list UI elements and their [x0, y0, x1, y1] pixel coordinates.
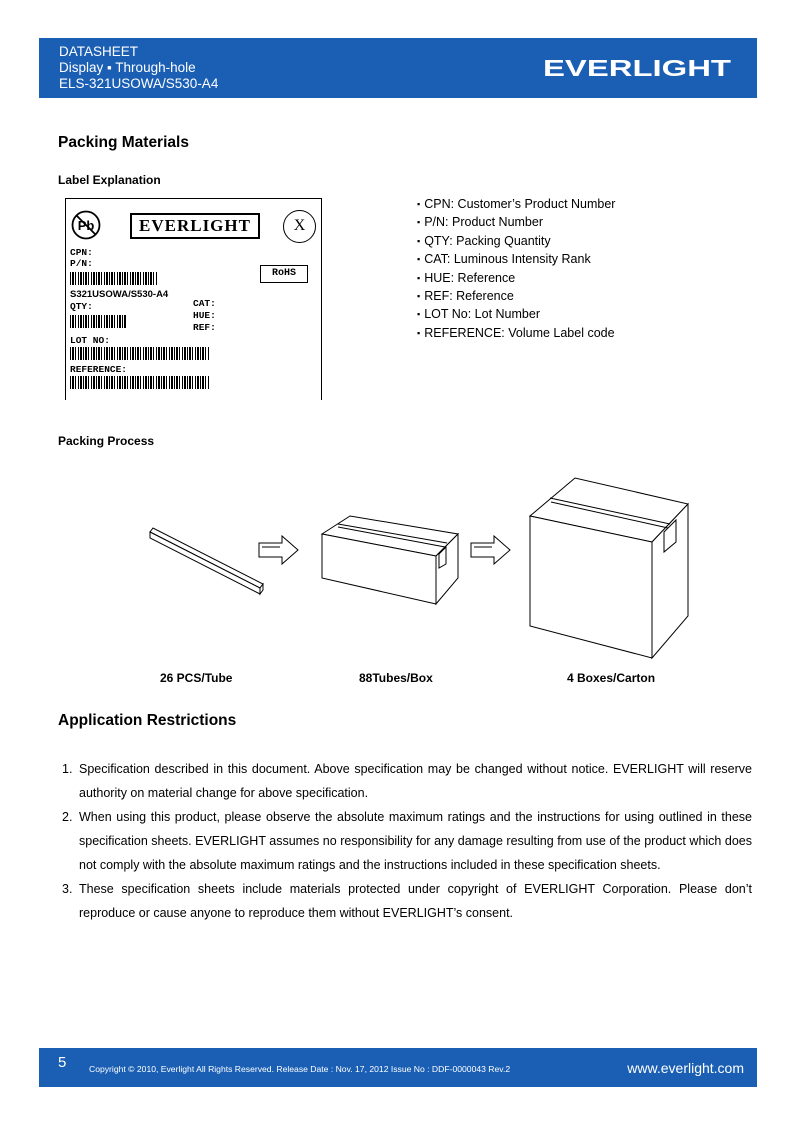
copyright-text: Copyright © 2010, Everlight All Rights Reserved. Release Date : Nov. 17, 2012 Issue No : DDF-0000043 Rev.2	[89, 1064, 511, 1074]
tube-illustration	[150, 528, 263, 594]
item-number: 1.	[62, 762, 73, 776]
carton-illustration	[530, 478, 688, 658]
list-item	[62, 877, 752, 925]
label-lot: LOT NO:	[70, 335, 110, 346]
legend-item: ▪ REF: Reference	[417, 288, 615, 306]
box-caption: 88Tubes/Box	[359, 671, 433, 685]
page-number: 5	[58, 1054, 67, 1071]
header-category: Display ▪ Through-hole	[59, 60, 196, 75]
page-header	[39, 38, 757, 98]
everlight-logo	[543, 57, 731, 79]
legend-item: ▪ CPN: Customer’s Product Number	[417, 196, 615, 214]
header-part-number: ELS-321USOWA/S530-A4	[59, 76, 219, 91]
label-legend-list	[417, 196, 615, 343]
restrictions-list	[62, 757, 752, 925]
label-cpn: CPN:	[70, 247, 93, 258]
page-footer	[39, 1048, 757, 1087]
pn-barcode	[70, 272, 158, 285]
pb-free-icon	[71, 210, 101, 240]
legend-item: ▪ HUE: Reference	[417, 270, 615, 288]
packing-process-diagram	[0, 470, 793, 670]
label-ref: REF:	[193, 322, 216, 333]
item-text: These specification sheets include materials protected under copyright of EVERLIGHT Corporation. Please don’t reproduce or cause anyone to reproduce them without EVERLIGHT’s consent.	[79, 882, 752, 920]
carton-caption: 4 Boxes/Carton	[567, 671, 656, 685]
legend-item: ▪ P/N: Product Number	[417, 214, 615, 232]
label-pn: P/N:	[70, 258, 93, 269]
legend-item: ▪ QTY: Packing Quantity	[417, 233, 615, 251]
logo-text: EVERLIGHT	[543, 57, 731, 79]
arrow-icon	[471, 536, 510, 564]
legend-item: ▪ CAT: Luminous Intensity Rank	[417, 251, 615, 269]
label-explanation-title: Label Explanation	[58, 173, 161, 187]
label-reference: REFERENCE:	[70, 364, 128, 375]
label-x-mark: X	[283, 210, 316, 243]
reference-barcode	[70, 376, 210, 389]
legend-item: ▪ REFERENCE: Volume Label code	[417, 325, 615, 343]
item-text: Specification described in this document. Above specification may be changed without notice. EVERLIGHT will reserve authority on material change for above specification.	[79, 762, 752, 800]
arrow-icon	[259, 536, 298, 564]
packing-materials-title: Packing Materials	[58, 134, 189, 151]
website-link[interactable]: www.everlight.com	[627, 1060, 744, 1076]
application-restrictions-title: Application Restrictions	[58, 712, 237, 729]
item-text: When using this product, please observe the absolute maximum ratings and the instructions for using outlined in these specification sheets. EVERLIGHT assumes no responsibility for any damage resulting from use of the product which does not comply with the absolute maximum ratings and the instructions included in these specification sheets.	[79, 810, 752, 872]
label-hue: HUE:	[193, 310, 216, 321]
sample-label	[65, 198, 322, 400]
pb-text: Pb	[77, 218, 95, 233]
list-item	[62, 805, 752, 877]
item-number: 3.	[62, 882, 73, 896]
list-item	[62, 757, 752, 805]
header-doc-type: DATASHEET	[59, 44, 139, 59]
tube-caption: 26 PCS/Tube	[160, 671, 233, 685]
label-part-number: S321USOWA/S530-A4	[70, 289, 169, 300]
qty-barcode	[70, 315, 126, 328]
packing-process-title: Packing Process	[58, 434, 155, 448]
rohs-badge: RoHS	[260, 265, 308, 283]
label-qty: QTY:	[70, 301, 93, 312]
lot-barcode	[70, 347, 210, 360]
label-cat: CAT:	[193, 298, 216, 309]
item-number: 2.	[62, 810, 73, 824]
label-brand: EVERLIGHT	[130, 213, 260, 239]
legend-item: ▪ LOT No: Lot Number	[417, 306, 615, 324]
box-illustration	[322, 516, 458, 604]
